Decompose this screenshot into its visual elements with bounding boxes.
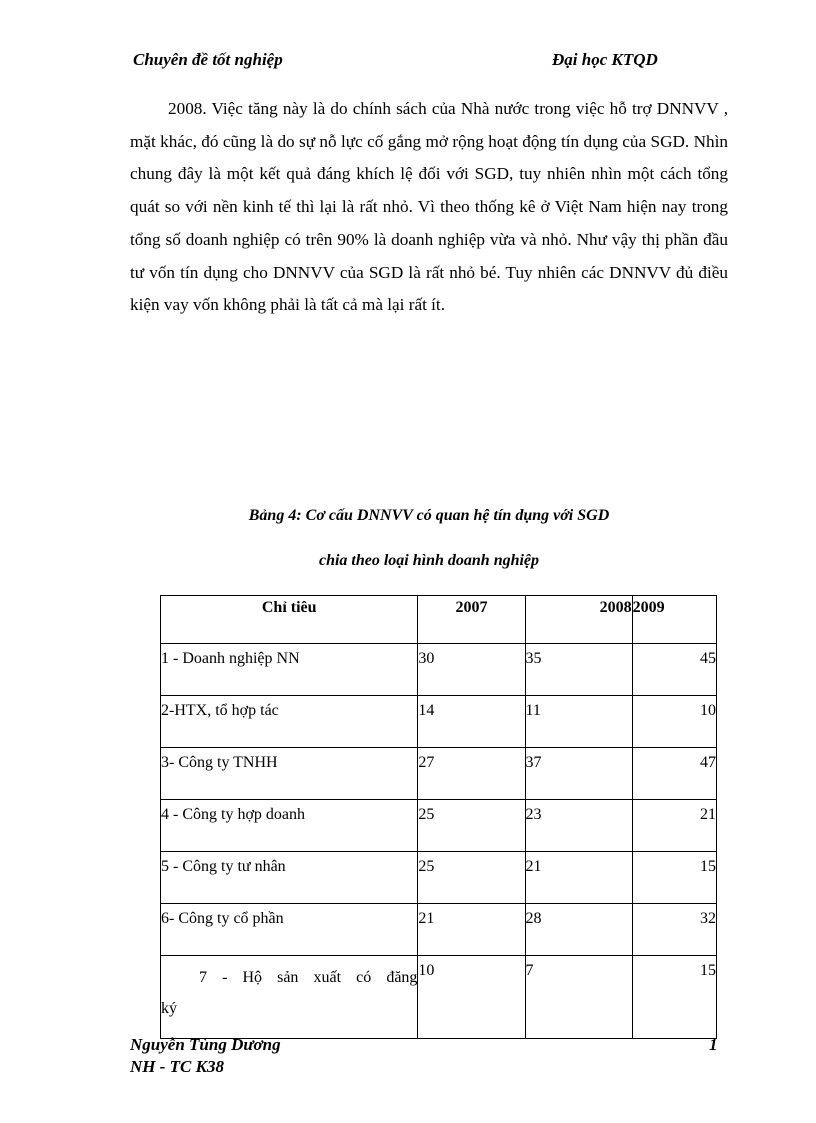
body-text [130,93,728,322]
table-caption-line-1: Bảng 4: Cơ cấu DNNVV có quan hệ tín dụng với SGD [248,507,610,524]
table-row [161,800,717,852]
header-document-title: Chuyên đề tốt nghiệp [133,50,283,69]
cell-2008: 21 [525,852,632,904]
cell-2008: 11 [525,696,632,748]
row-label: 4 - Công ty hợp doanh [161,800,418,852]
cell-2007: 30 [418,644,525,696]
row-label: 6- Công ty cổ phần [161,904,418,956]
row-label [161,956,418,1039]
table-header-row [161,596,717,644]
data-table [160,595,717,1039]
table-row [161,748,717,800]
table-caption-line-2: chia theo loại hình doanh nghiệp [318,552,540,569]
cell-2008: 28 [525,904,632,956]
cell-2009: 32 [632,904,716,956]
cell-2009: 21 [632,800,716,852]
cell-2009: 10 [632,696,716,748]
row-label-line-1: 7 - Hộ sản xuất có đăng [199,969,418,986]
cell-2008: 23 [525,800,632,852]
footer-class: NH - TC K38 [130,1057,224,1076]
row-label: 5 - Công ty tư nhân [161,852,418,904]
table-row [161,644,717,696]
cell-2007: 21 [418,904,525,956]
cell-2009: 45 [632,644,716,696]
cell-2008: 35 [525,644,632,696]
cell-2007: 25 [418,800,525,852]
cell-2007: 25 [418,852,525,904]
row-label-line-2: ký [161,1000,177,1017]
row-label: 1 - Doanh nghiệp NN [161,644,418,696]
cell-2009: 47 [632,748,716,800]
header-cell-2008: 2008 [525,596,632,644]
table-row [161,904,717,956]
cell-2008: 37 [525,748,632,800]
row-label: 2-HTX, tổ hợp tác [161,696,418,748]
cell-2007: 10 [418,956,525,1039]
table-row [161,696,717,748]
page-number: 1 [709,1035,718,1054]
cell-2007: 27 [418,748,525,800]
cell-2008: 7 [525,956,632,1039]
table-row [161,852,717,904]
header-cell-indicator: Chỉ tiêu [161,596,418,644]
body-paragraph: 2008. Việc tăng này là do chính sách của Nhà nước trong việc hỗ trợ DNNVV , mặt khác, đó cũng là do sự nỗ lực cố gắng mở rộng hoạt động tín dụng của SGD. Nhìn chung đây là một kết quả đáng khích lệ đối với SGD, tuy nhiên nhìn một cách tổng quát so với nền kinh tế thì lại là rất nhỏ. Vì theo thống kê ở Việt Nam hiện nay trong tổng số doanh nghiệp có trên 90% là doanh nghiệp vừa và nhỏ. Như vậy thị phần đầu tư vốn tín dụng cho DNNVV của SGD là rất nhỏ bé. Tuy nhiên các DNNVV đủ điều kiện vay vốn không phải là tất cả mà lại rất ít. [130,99,728,315]
header-university: Đại học KTQD [552,50,658,69]
cell-2007: 14 [418,696,525,748]
header-cell-2009: 2009 [632,596,716,644]
footer-author: Nguyễn Tùng Dương [130,1035,281,1054]
cell-2009: 15 [632,852,716,904]
row-label: 3- Công ty TNHH [161,748,418,800]
cell-2009: 15 [632,956,716,1039]
table-row [161,956,717,1039]
header-cell-2007: 2007 [418,596,525,644]
